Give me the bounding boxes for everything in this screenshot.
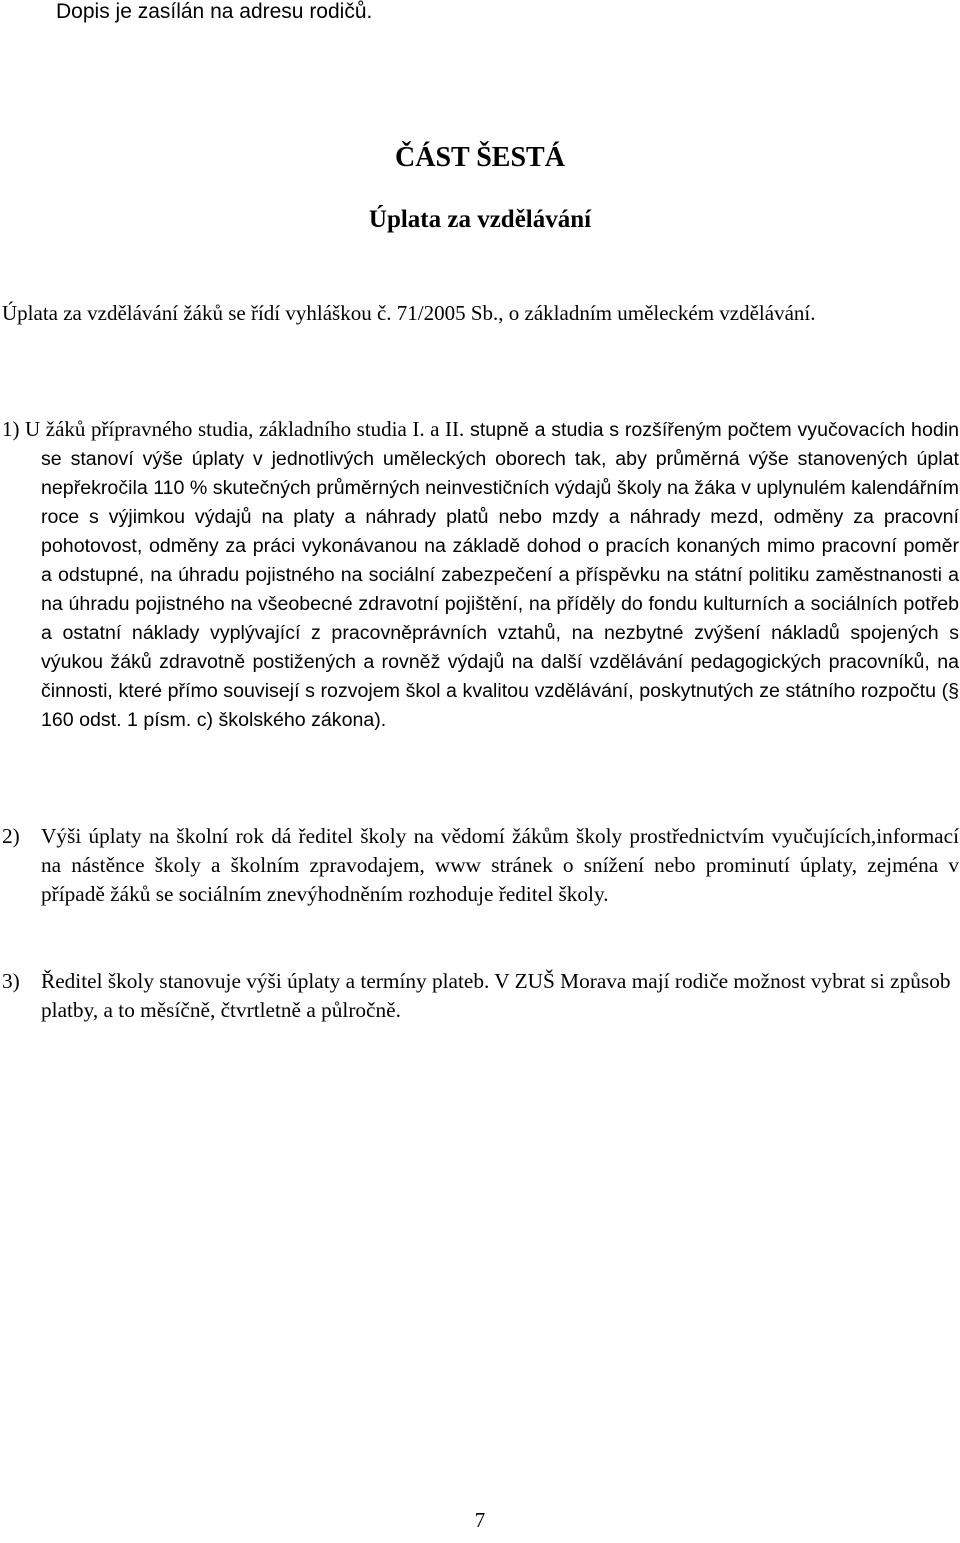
paragraph-3-number: 3) bbox=[2, 969, 20, 993]
paragraph-1-lead: 1) U žáků přípravného studia, základního studia I. a II. bbox=[2, 417, 465, 441]
paragraph-2 bbox=[2, 822, 959, 909]
paragraph-2-number: 2) bbox=[2, 824, 20, 848]
top-note: Dopis je zasílán na adresu rodičů. bbox=[56, 0, 373, 23]
page-number: 7 bbox=[474, 1508, 486, 1532]
paragraph-1 bbox=[2, 415, 959, 735]
paragraph-2-text: Výši úplaty na školní rok dá ředitel školy na vědomí žákům školy prostřednictvím vyučujících,informací na nástěnce školy a školním zpravodajem, www stránek o snížení nebo prominutí úplaty, zejména v případě žáků se sociálním znevýhodněním rozhoduje ředitel školy. bbox=[41, 824, 959, 906]
paragraph-3-text: Ředitel školy stanovuje výši úplaty a termíny plateb. V ZUŠ Morava mají rodiče možnost vybrat si způsob platby, a to měsíčně, čtvrtletně a půlročně. bbox=[41, 969, 951, 1022]
paragraph-3 bbox=[2, 967, 959, 1025]
part-title: ČÁST ŠESTÁ bbox=[395, 142, 565, 173]
paragraph-1-text: stupně a studia s rozšířeným počtem vyučovacích hodin se stanoví výše úplaty v jednotlivých uměleckých oborech tak, aby průměrná výše stanovených úplat nepřekročila 110 % skutečných průměrných neinvestičních výdajů školy na žáka v uplynulém kalendářním roce s výjimkou výdajů na platy a náhrady platů nebo mzdy a náhrady mezd, odměny za pracovní pohotovost, odměny za práci vykonávanou na základě dohod o pracích konaných mimo pracovní poměr a odstupné, na úhradu pojistného na sociální zabezpečení a příspěvku na státní politiku zaměstnanosti a na úhradu pojistného na všeobecné zdravotní pojištění, na příděly do fondu kulturních a sociálních potřeb a ostatní náklady vyplývající z pracovněprávních vztahů, na nezbytné zvýšení nákladů spojených s výukou žáků zdravotně postižených a rovněž výdajů na další vzdělávání pedagogických pracovníků, na činnosti, které přímo souvisejí s rozvojem škol a kvalitou vzdělávání, poskytnutých ze státního rozpočtu (§ 160 odst. 1 písm. c) školského zákona). bbox=[41, 419, 959, 731]
intro-paragraph: Úplata za vzdělávání žáků se řídí vyhláškou č. 71/2005 Sb., o základním uměleckém vzdělávání. bbox=[2, 301, 816, 325]
section-subtitle: Úplata za vzdělávání bbox=[368, 206, 592, 233]
